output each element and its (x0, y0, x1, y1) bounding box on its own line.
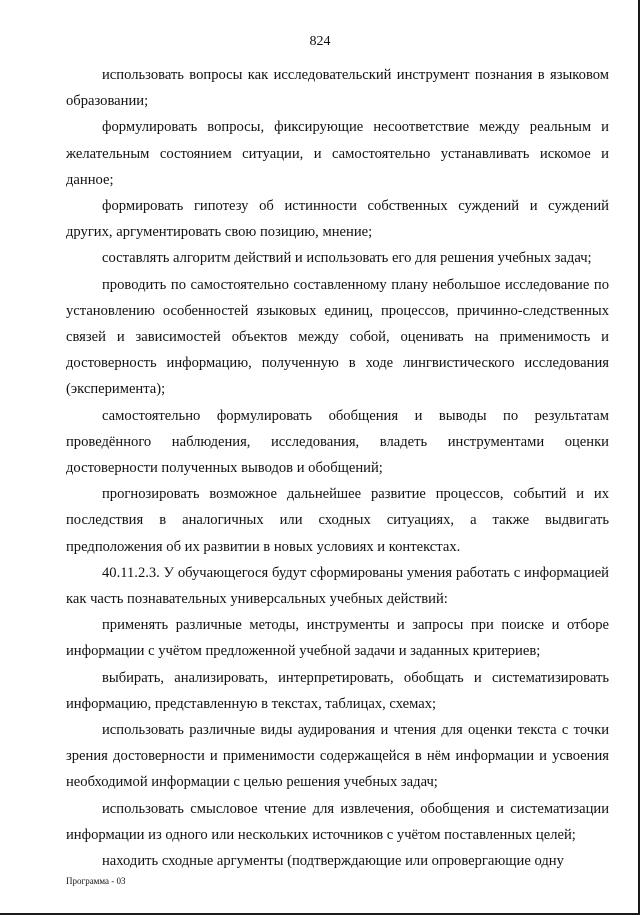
paragraph-8: 40.11.2.3. У обучающегося будут сформированы умения работать с информацией как часть познавательных универсальных учебных действий: (66, 564, 609, 608)
paragraph-12: использовать смысловое чтение для извлечения, обобщения и систематизации информации из одного или нескольких источников с учётом поставленных целей; (66, 800, 609, 843)
paragraph-13: находить сходные аргументы (подтверждающие или опровергающие одну (102, 853, 564, 870)
paragraph-7: прогнозировать возможное дальнейшее развитие процессов, событий и их последствия в аналогичных или сходных ситуациях, а также выдвигать предположения об их развитии в новых условиях и контекстах. (66, 486, 609, 555)
paragraph-9: применять различные методы, инструменты и запросы при поиске и отборе информации с учётом предложенной учебной задачи и заданных критериев; (66, 617, 609, 660)
paragraph-11: использовать различные виды аудирования и чтения для оценки текста с точки зрения достоверности и применимости содержащейся в нём информации и усвоения необходимой информации с целью решения учебных задач; (66, 722, 609, 791)
paragraph-2: формулировать вопросы, фиксирующие несоответствие между реальным и желательным состоянием ситуации, и самостоятельно устанавливать искомое и данное; (66, 119, 609, 188)
body-text (66, 62, 609, 874)
paragraph-4: составлять алгоритм действий и использовать его для решения учебных задач; (102, 250, 592, 267)
paragraph-10: выбирать, анализировать, интерпретировать, обобщать и систематизировать информацию, представленную в текстах, таблицах, схемах; (66, 669, 609, 712)
paragraph-6: самостоятельно формулировать обобщения и выводы по результатам проведённого наблюдения, исследования, владеть инструментами оценки достоверности полученных выводов и обобщений; (66, 407, 609, 477)
page-number: 824 (309, 34, 331, 49)
paragraph-1: использовать вопросы как исследовательский инструмент познания в языковом образовании; (66, 67, 609, 110)
paragraph-5: проводить по самостоятельно составленному плану небольшое исследование по установлению особенностей языковых единиц, процессов, причинно-следственных связей и зависимостей объектов между собой, оценивать на применимость и достоверность информацию, полученную в ходе лингвистического исследования (эксперимента); (66, 276, 609, 398)
paragraph-3: формировать гипотезу об истинности собственных суждений и суждений других, аргументировать свою позицию, мнение; (66, 198, 609, 241)
footer-label: Программа - 03 (66, 876, 126, 886)
